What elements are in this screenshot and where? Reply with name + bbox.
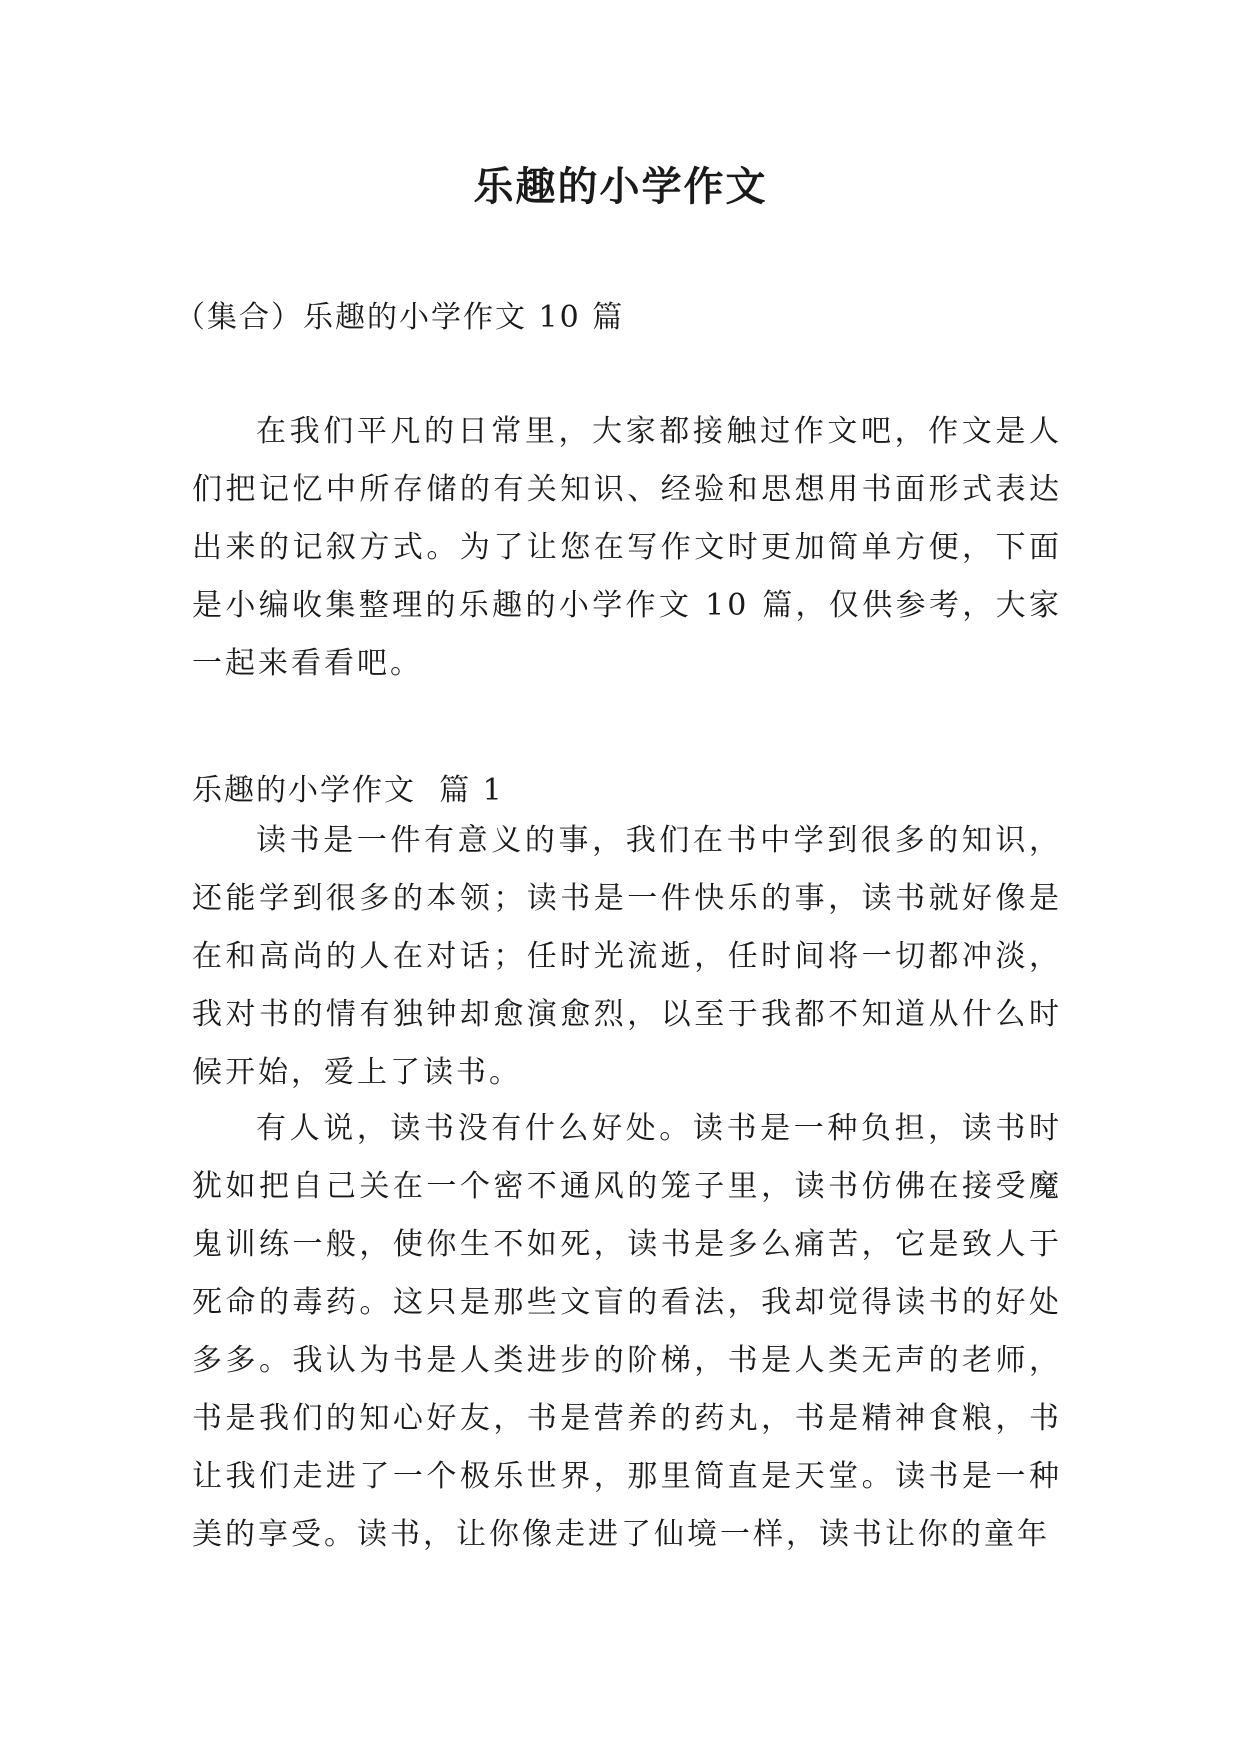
document-subtitle: （集合）乐趣的小学作文 10 篇 bbox=[175, 300, 625, 335]
section-heading: 乐趣的小学作文 篇 1 bbox=[192, 773, 504, 808]
body-paragraph: 读书是一件有意义的事，我们在书中学到很多的知识，还能学到很多的本领；读书是一件快乐的事，读书就好像是在和高尚的人在对话；任时光流逝，任时间将一切都冲淡，我对书的情有独钟却愈演愈烈，以至于我都不知道从什么时候开始，爱上了读书。 bbox=[192, 823, 1062, 1090]
body-paragraph: 有人说，读书没有什么好处。读书是一种负担，读书时犹如把自己关在一个密不通风的笼子里，读书仿佛在接受魔鬼训练一般，使你生不如死，读书是多么痛苦，它是致人于死命的毒药。这只是那些文盲的看法，我却觉得读书的好处多多。我认为书是人类进步的阶梯，书是人类无声的老师，书是我们的知心好友，书是营养的药丸，书是精神食粮，书让我们走进了一个极乐世界，那里简直是天堂。读书是一种美的享受。读书，让你像走进了仙境一样，读书让你的童年 bbox=[192, 1111, 1062, 1552]
document-title: 乐趣的小学作文 bbox=[473, 163, 768, 210]
intro-paragraph: 在我们平凡的日常里，大家都接触过作文吧，作文是人们把记忆中所存储的有关知识、经验和思想用书面形式表达出来的记叙方式。为了让您在写作文时更加简单方便，下面是小编收集整理的乐趣的小学作文 10 篇，仅供参考，大家一起来看看吧。 bbox=[192, 414, 1062, 681]
